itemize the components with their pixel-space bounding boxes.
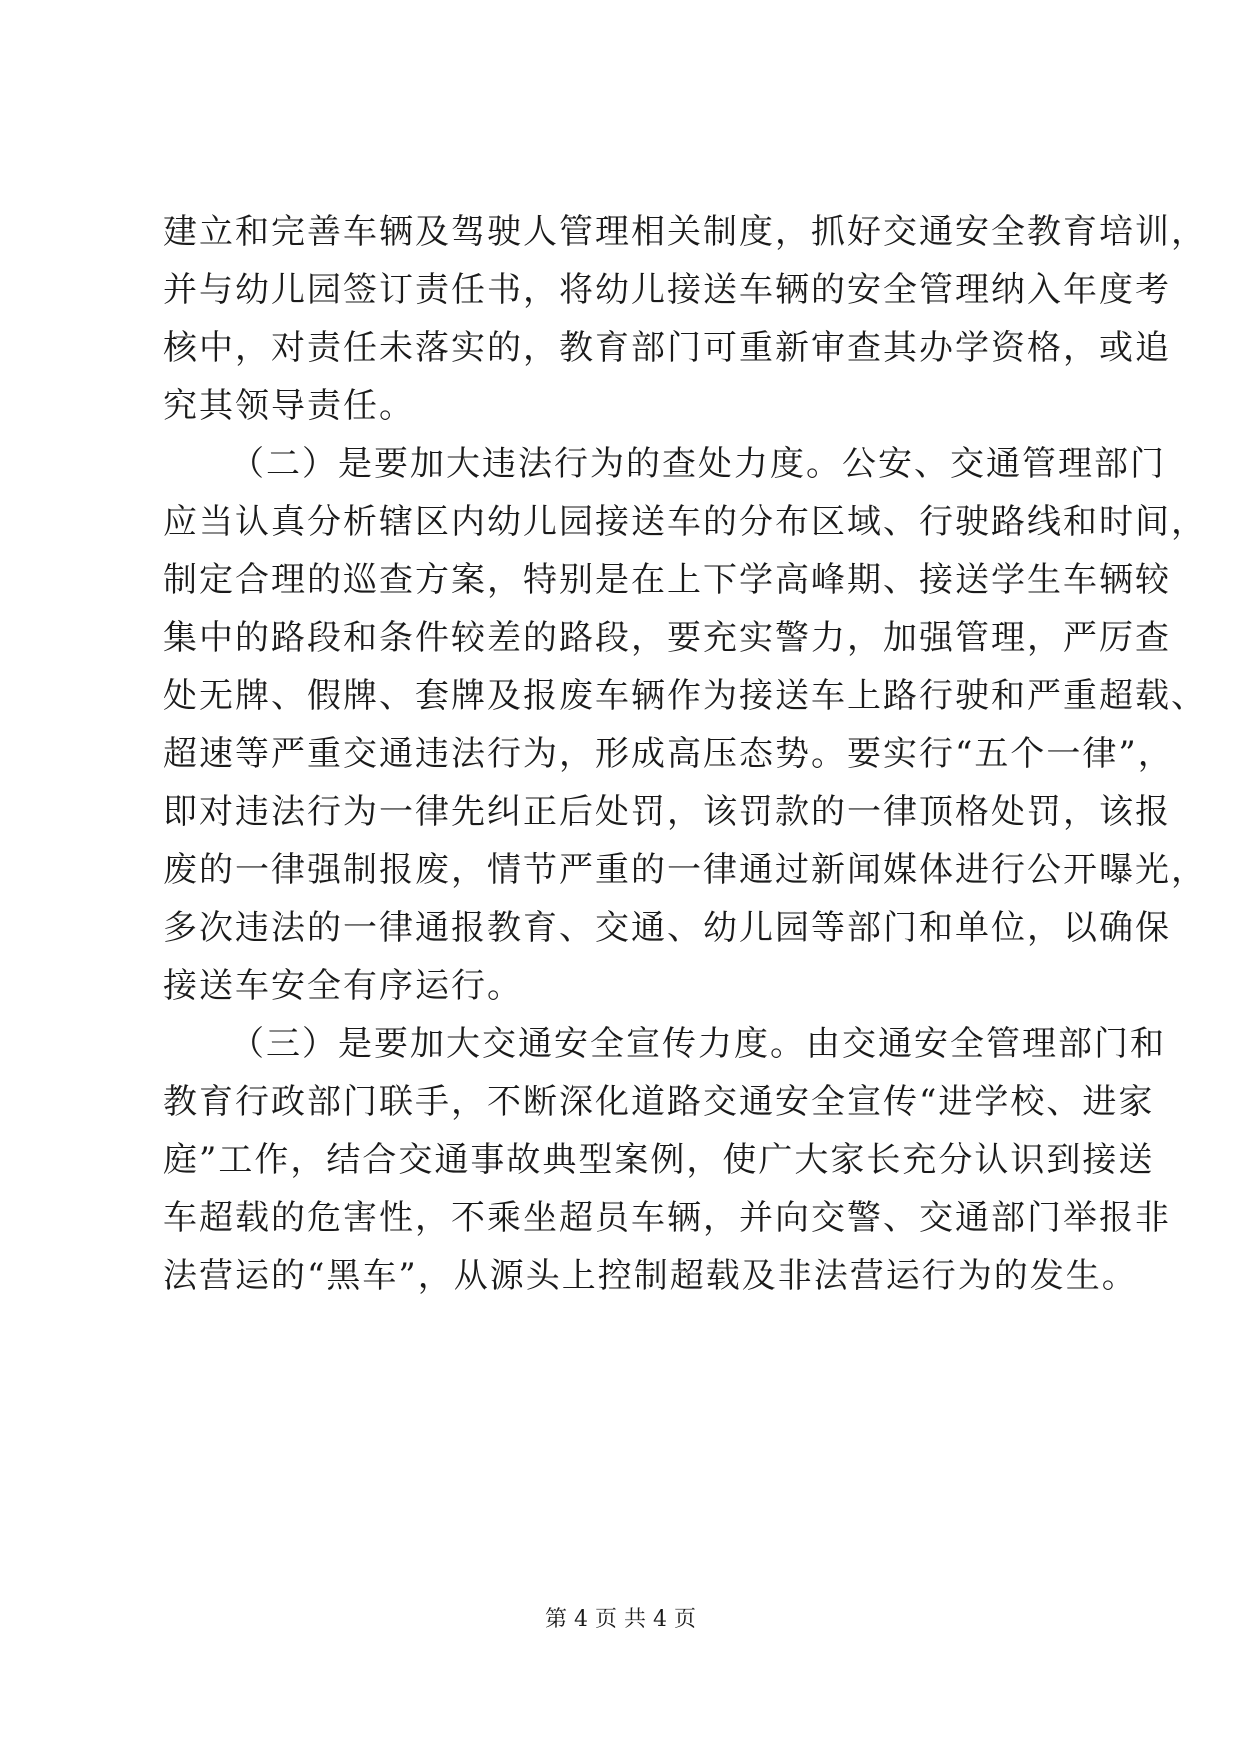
paragraph-line: 核中，对责任未落实的，教育部门可重新审查其办学资格，或追 — [163, 328, 1171, 368]
paragraph-line: 接送车安全有序运行。 — [163, 966, 523, 1006]
paragraph-line: 庭”工作，结合交通事故典型案例，使广大家长充分认识到接送 — [163, 1140, 1155, 1180]
section-heading-line: （三）是要加大交通安全宣传力度。由交通安全管理部门和 — [230, 1024, 1166, 1064]
paragraph-line: 法营运的“黑车”，从源头上控制超载及非法营运行为的发生。 — [163, 1256, 1138, 1296]
paragraph-line: 集中的路段和条件较差的路段，要充实警力，加强管理，严厉查 — [163, 618, 1171, 658]
paragraph-line: 处无牌、假牌、套牌及报废车辆作为接送车上路行驶和严重超载、 — [163, 676, 1207, 716]
paragraph-line: 多次违法的一律通报教育、交通、幼儿园等部门和单位，以确保 — [163, 908, 1171, 948]
section-heading-line: （二）是要加大违法行为的查处力度。公安、交通管理部门 — [230, 444, 1166, 484]
paragraph-line: 超速等严重交通违法行为，形成高压态势。要实行“五个一律”， — [163, 734, 1174, 774]
paragraph-line: 建立和完善车辆及驾驶人管理相关制度，抓好交通安全教育培训， — [163, 212, 1207, 252]
paragraph-line: 即对违法行为一律先纠正后处罚，该罚款的一律顶格处罚，该报 — [163, 792, 1171, 832]
page-footer: 第 4 页 共 4 页 — [545, 1607, 696, 1632]
paragraph-line: 教育行政部门联手，不断深化道路交通安全宣传“进学校、进家 — [163, 1082, 1155, 1122]
paragraph-line: 究其领导责任。 — [163, 386, 415, 426]
paragraph-line: 应当认真分析辖区内幼儿园接送车的分布区域、行驶路线和时间， — [163, 502, 1207, 542]
paragraph-line: 车超载的危害性，不乘坐超员车辆，并向交警、交通部门举报非 — [163, 1198, 1171, 1238]
paragraph-line: 制定合理的巡查方案，特别是在上下学高峰期、接送学生车辆较 — [163, 560, 1171, 600]
paragraph-line: 并与幼儿园签订责任书，将幼儿接送车辆的安全管理纳入年度考 — [163, 270, 1171, 310]
paragraph-line: 废的一律强制报废，情节严重的一律通过新闻媒体进行公开曝光， — [163, 850, 1207, 890]
